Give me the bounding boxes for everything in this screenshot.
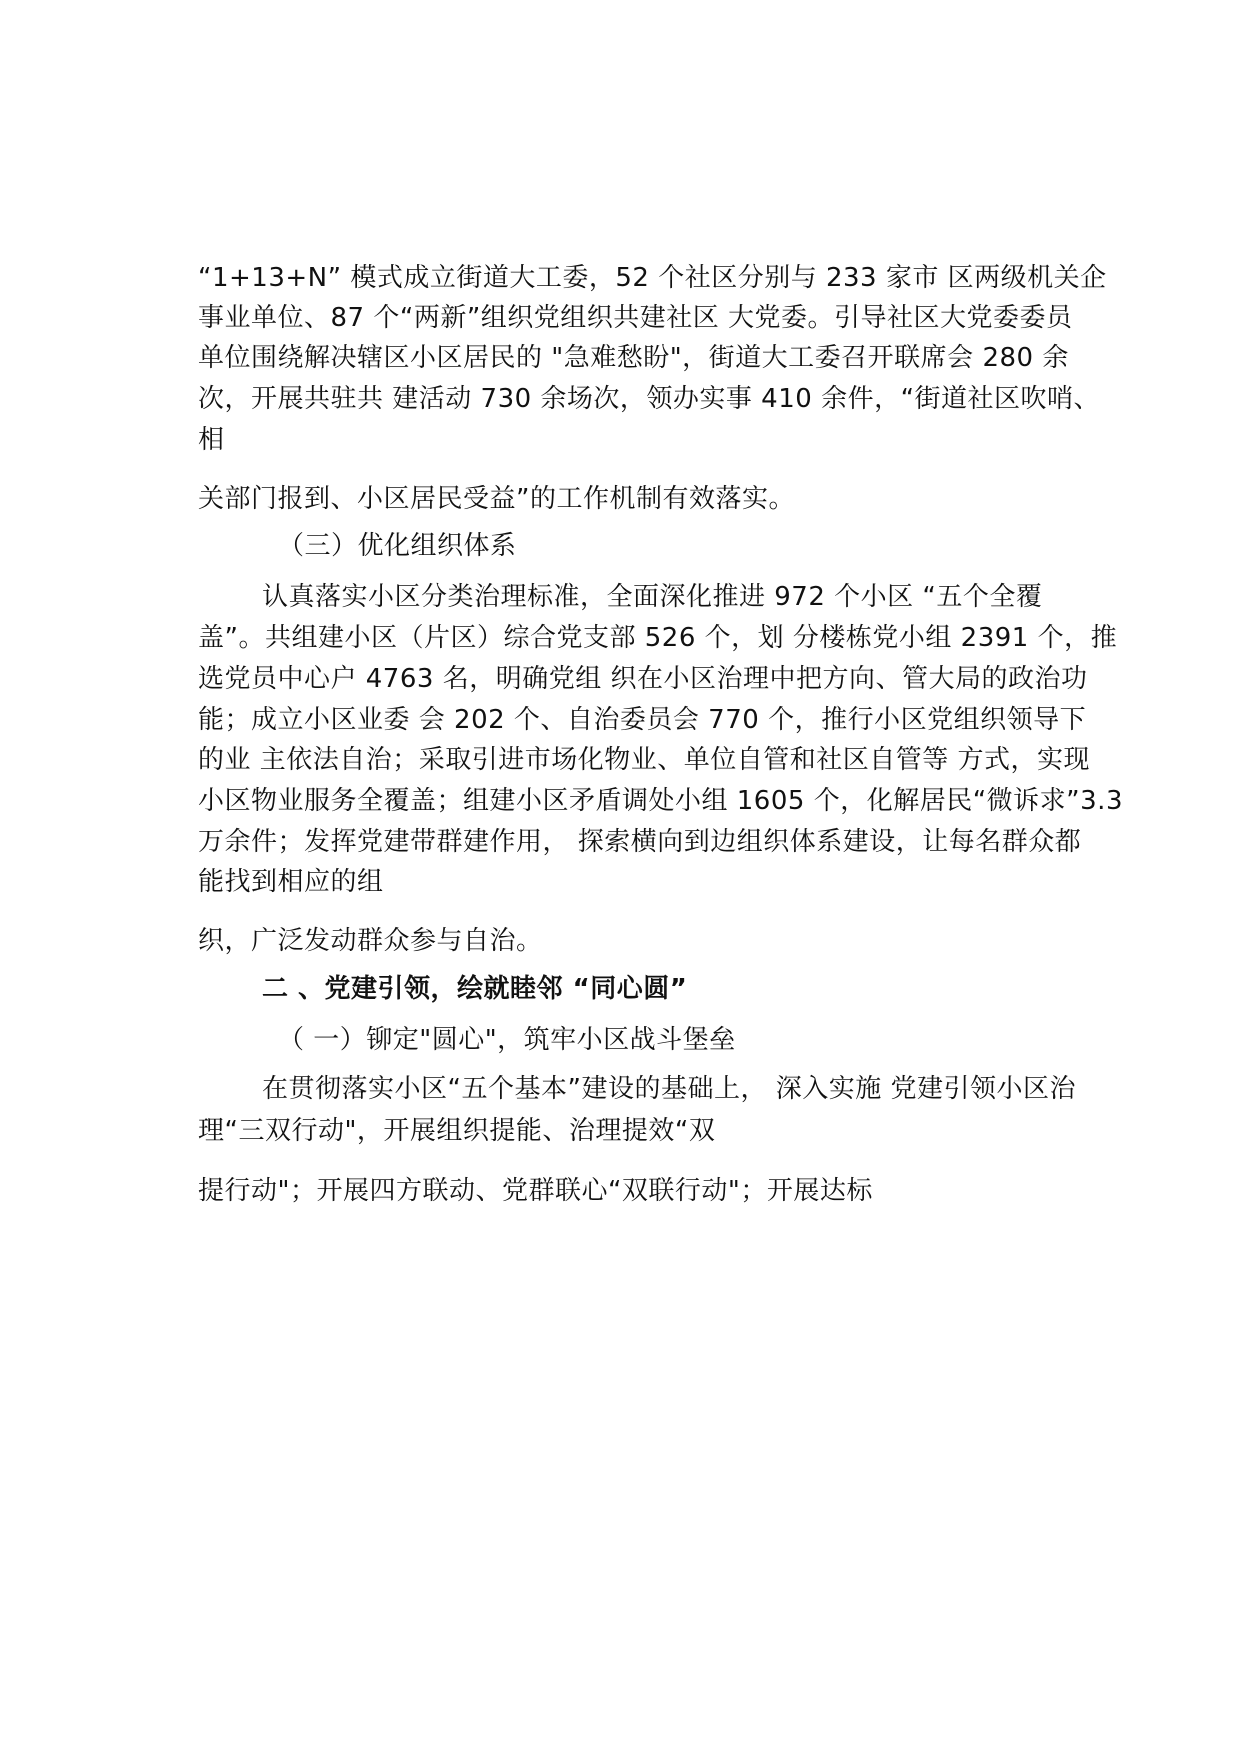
- paragraph-2-line-8: 能找到相应的组: [198, 867, 384, 897]
- paragraph-2-line-7: 万余件；发挥党建带群建作用， 探索横向到边组织体系建设，让每名群众都: [198, 827, 1082, 857]
- paragraph-1-line-1: “1+13+N” 模式成立街道大工委，52 个社区分别与 233 家市 区两级机关企: [198, 263, 1107, 293]
- paragraph-1-line-3: 单位围绕解决辖区小区居民的 "急难愁盼"，街道大工委召开联席会 280 余: [198, 343, 1069, 373]
- paragraph-2-line-9: 织，广泛发动群众参与自治。: [198, 926, 543, 956]
- paragraph-3-line-1: 在贯彻落实小区“五个基本”建设的基础上， 深入实施 党建引领小区治: [262, 1074, 1076, 1104]
- paragraph-3-line-2: 理“三双行动"，开展组织提能、治理提效“双: [198, 1116, 716, 1146]
- paragraph-1-line-5: 相: [198, 425, 225, 455]
- paragraph-2-line-4: 能；成立小区业委 会 202 个、自治委员会 770 个，推行小区党组织领导下: [198, 705, 1087, 735]
- subheading-1: （ 一）铆定"圆心"，筑牢小区战斗堡垒: [278, 1025, 736, 1055]
- paragraph-3-line-3: 提行动"；开展四方联动、党群联心“双联行动"；开展达标: [198, 1176, 873, 1206]
- paragraph-2-line-3: 选党员中心户 4763 名，明确党组 织在小区治理中把方向、管大局的政治功: [198, 664, 1088, 694]
- paragraph-2-line-6: 小区物业服务全覆盖；组建小区矛盾调处小组 1605 个，化解居民“微诉求”3.3: [198, 786, 1123, 816]
- paragraph-1-line-2: 事业单位、87 个“两新”组织党组织共建社区 大党委。引导社区大党委委员: [198, 303, 1073, 333]
- paragraph-2-line-5: 的业 主依法自治；采取引进市场化物业、单位自管和社区自管等 方式，实现: [198, 745, 1091, 775]
- subheading-3: （三）优化组织体系: [278, 531, 517, 561]
- section-heading-2: 二 、党建引领，绘就睦邻 “同心圆”: [262, 974, 688, 1004]
- paragraph-2-line-1: 认真落实小区分类治理标准，全面深化推进 972 个小区 “五个全覆: [262, 582, 1043, 612]
- paragraph-1-line-6: 关部门报到、小区居民受益”的工作机制有效落实。: [198, 484, 795, 514]
- paragraph-1-line-4: 次，开展共驻共 建活动 730 余场次，领办实事 410 余件，“街道社区吹哨、: [198, 384, 1101, 414]
- paragraph-2-line-2: 盖”。共组建小区（片区）综合党支部 526 个，划 分楼栋党小组 2391 个，推: [198, 623, 1118, 653]
